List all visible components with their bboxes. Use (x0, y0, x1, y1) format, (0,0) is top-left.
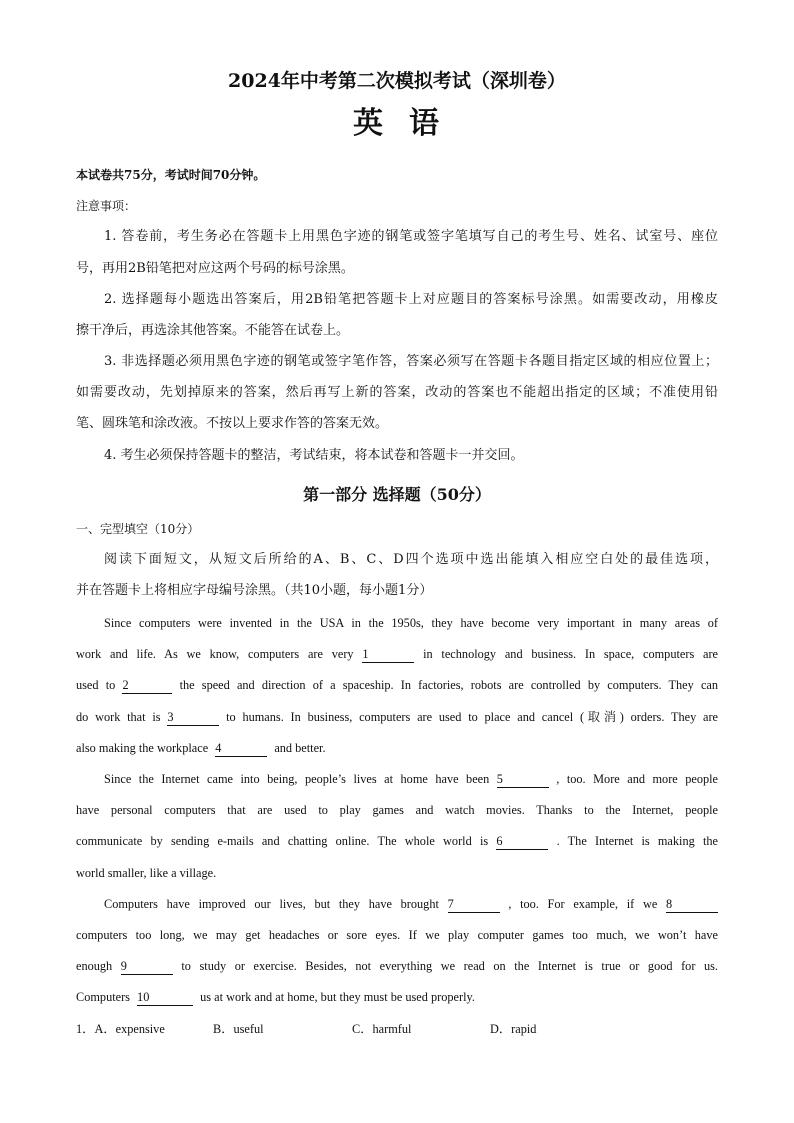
passage-line (76, 676, 718, 694)
passage-text: enough (76, 959, 113, 973)
blank-10: 10 (137, 990, 193, 1006)
subject-title: 英语 (353, 106, 465, 141)
part-one-heading: 第一部分 选择题（50分） (303, 485, 491, 504)
blank-5: 5 (497, 772, 549, 788)
passage-text: , too. More and more people (556, 772, 719, 786)
question-1-option-b: B．useful (213, 1022, 264, 1036)
cloze-instruction-line-1: 阅读下面短文，从短文后所给的A、B、C、D四个选项中选出能填入相应空白处的最佳选项， (104, 552, 718, 567)
passage-line (76, 988, 718, 1006)
passage-line: Since computers were invented in the USA in the 1950s, they have become very important in many areas of (104, 616, 718, 630)
blank-6: 6 (496, 834, 548, 850)
passage-text: also making the workplace (76, 741, 209, 755)
passage-text: to study or exercise. Besides, not everything we read on the Internet is true or good for us. (181, 959, 718, 973)
passage-text: in technology and business. In space, computers are (423, 647, 718, 661)
rule-3-line-3: 笔、圆珠笔和涂改液。不按以上要求作答的答案无效。 (76, 416, 389, 431)
passage-text: Since the Internet came into being, people’s lives at home have been (104, 772, 490, 786)
passage-line: have personal computers that are used to play games and watch movies. Thanks to the Internet, people (76, 803, 718, 817)
question-1-option-c: C．harmful (352, 1022, 412, 1036)
passage-text: us at work and at home, but they must be used properly. (200, 990, 475, 1004)
blank-2: 2 (122, 678, 172, 694)
passage-line (76, 708, 718, 726)
rule-2-line-2: 擦干净后，再选涂其他答案。不能答在试卷上。 (76, 323, 350, 338)
passage-line: computers too long, we may get headaches or sore eyes. If we play computer games too much, we won’t have (76, 928, 718, 942)
passage-text: work and life. As we know, computers are very (76, 647, 354, 661)
passage-text: to humans. In business, computers are used to place and cancel (取消) orders. They are (226, 710, 719, 724)
blank-7: 7 (448, 897, 500, 913)
blank-1: 1 (362, 647, 414, 663)
question-1-option-a: 1．A．expensive (76, 1022, 165, 1036)
passage-line: world smaller, like a village. (76, 866, 217, 880)
blank-3: 3 (167, 710, 219, 726)
passage-line (104, 895, 718, 913)
cloze-instruction-line-2: 并在答题卡上将相应字母编号涂黑。（共10小题，每小题1分） (76, 583, 433, 598)
passage-text: , too. For example, if we (508, 897, 658, 911)
rule-4: 4. 考生必须保持答题卡的整洁，考试结束，将本试卷和答题卡一并交回。 (104, 448, 524, 463)
passage-line (76, 957, 718, 975)
passage-text: Computers (76, 990, 130, 1004)
passage-line (76, 645, 718, 663)
rule-1-line-2: 号，再用2B铅笔把对应这两个号码的标号涂黑。 (76, 261, 354, 276)
passage-text: communicate by sending e-mails and chatting online. The whole world is (76, 834, 489, 848)
notice-title: 注意事项： (76, 199, 137, 213)
rule-2-line-1: 2. 选择题每小题选出答案后，用2B铅笔把答题卡上对应题目的答案标号涂黑。如需要改动，用橡皮 (104, 292, 718, 307)
passage-line (104, 770, 718, 788)
question-1-option-d: D．rapid (490, 1022, 537, 1036)
passage-text: used to (76, 678, 116, 692)
passage-text: do work that is (76, 710, 161, 724)
blank-4: 4 (215, 741, 267, 757)
passage-text: Computers have improved our lives, but they have brought (104, 897, 439, 911)
passage-text: . The Internet is making the (556, 834, 718, 848)
rule-1-line-1: 1. 答卷前，考生务必在答题卡上用黑色字迹的钢笔或签字笔填写自己的考生号、姓名、试室号、座位 (104, 229, 718, 244)
cloze-section-title: 一、完型填空（10分） (76, 522, 200, 536)
blank-9: 9 (121, 959, 173, 975)
passage-text: the speed and direction of a spaceship. In factories, robots are controlled by computers. They can (179, 678, 719, 692)
passage-text: and better. (274, 741, 326, 755)
passage-line (76, 739, 718, 757)
passage-line (76, 832, 718, 850)
score-time-note: 本试卷共75分，考试时间70分钟。 (76, 168, 266, 182)
rule-3-line-1: 3. 非选择题必须用黑色字迹的钢笔或签字笔作答，答案必须写在答题卡各题目指定区域的相应位置上； (104, 354, 718, 369)
exam-title: 2024年中考第二次模拟考试（深圳卷） (228, 70, 566, 92)
rule-3-line-2: 如需要改动，先划掉原来的答案，然后再写上新的答案，改动的答案也不能超出指定的区域；不准使用铅 (76, 385, 718, 400)
blank-8: 8 (666, 897, 718, 913)
